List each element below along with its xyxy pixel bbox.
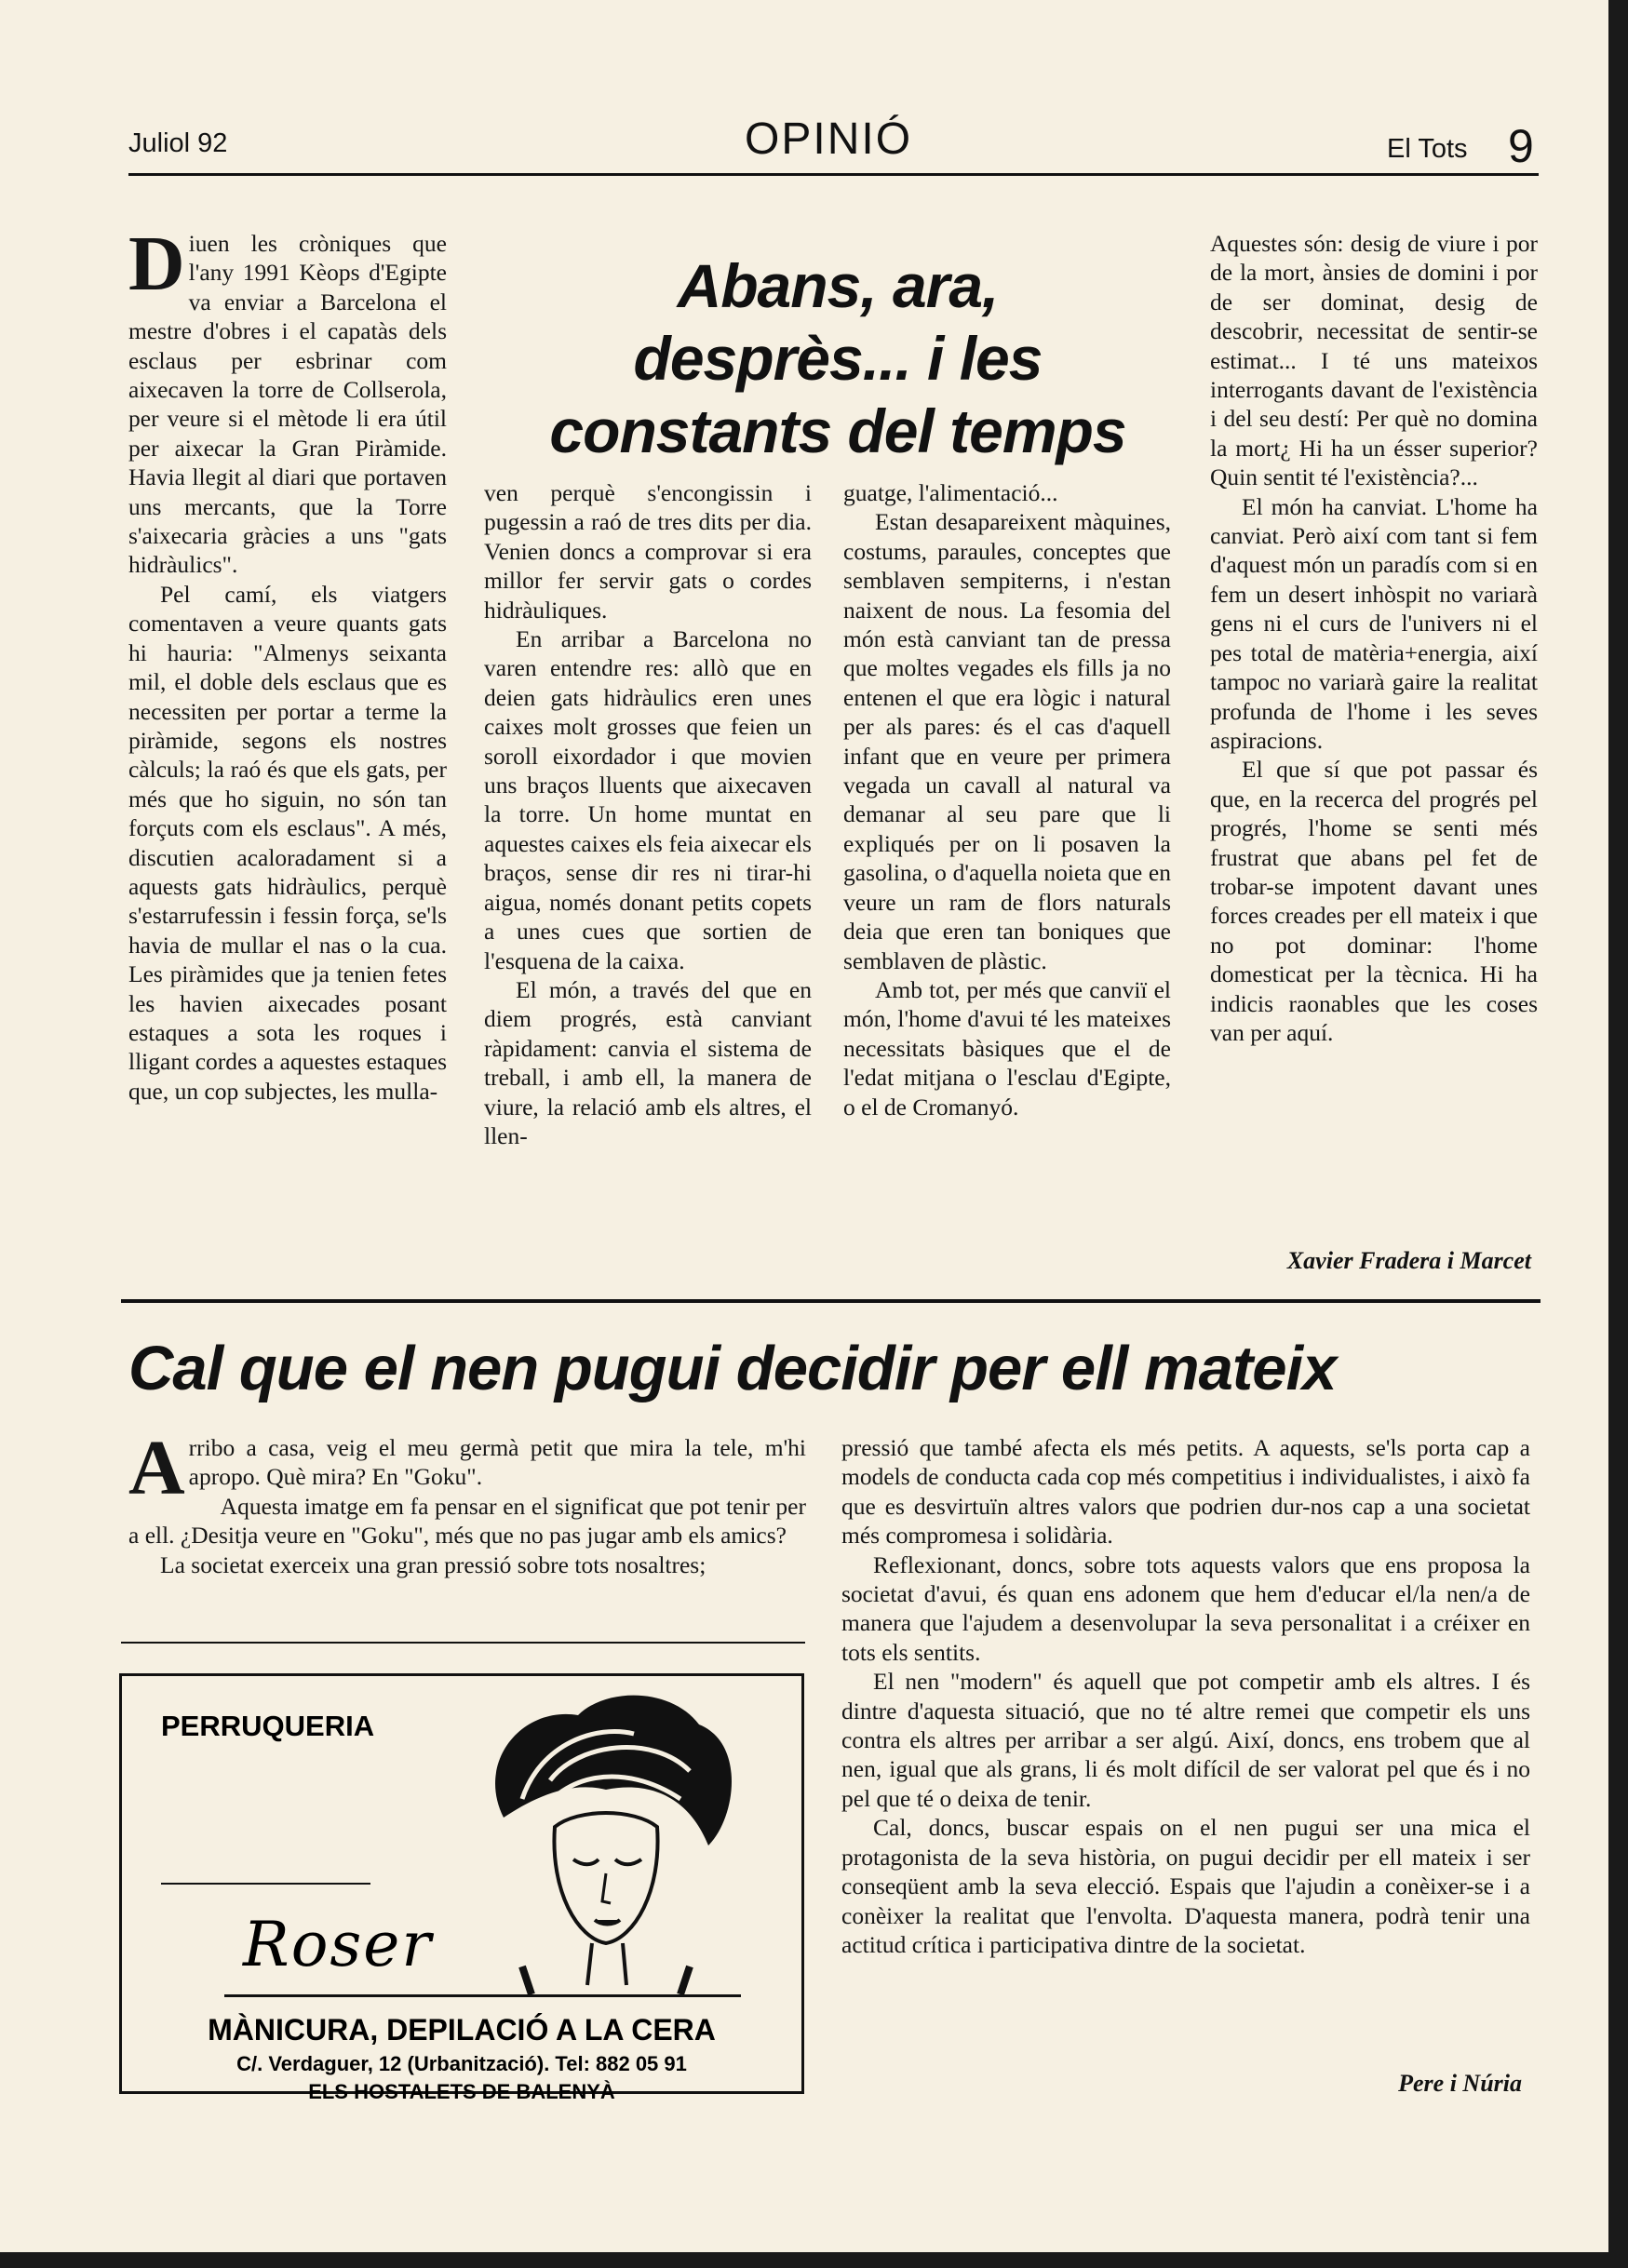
paragraph: En arribar a Barcelona no varen entendre res: allò que en deien gats hidràulics eren unes caixes molt grosses que feien un soroll eixordador i que movien uns braços lluents que aixecaven la torre. Un home muntat en aquestes caixes els feia aixecar els braços, sense dir res ni tirar-hi aigua, només donant petits copets a unes cues que sortien de l'esquena de la caixa. (484, 625, 812, 974)
ad-heading: PERRUQUERIA (161, 1710, 375, 1742)
section-title: OPINIÓ (745, 114, 913, 164)
hairdresser-advertisement (119, 1673, 804, 2103)
paragraph: Diuen les cròniques que l'any 1991 Kèops d'Egipte va enviar a Barcelona el mestre d'obres i el capatàs dels esclaus per esbrinar com aixecaven la torre de Collserola, per veure si el mètode li era útil per aixecar la Gran Piràmide. Havia llegit al diari que portaven uns mercants, que la Torre s'aixecaria gràcies a uns "gats hidràulics". (128, 221, 447, 579)
paragraph: Amb tot, per més que canviï el món, l'home d'avui té les mateixes necessitats bàsiques que el de l'edat mitjana o l'esclau d'Egipte, o el de Cromanyó. (843, 975, 1171, 1121)
paragraph: Arribo a casa, veig el meu germà petit que mira la tele, m'hi apropo. Què mira? En "Goku". (128, 1425, 806, 1511)
article2-signature: Pere i Núria (1398, 2070, 1522, 2097)
header-rule (128, 173, 1539, 176)
ad-brand-rule (224, 1994, 741, 1997)
paragraph: Estan desapareixent màquines, costums, paraules, conceptes que semblaven sempiterns, i n'estan naixent de nous. La fesomia del món està canviant tan de pressa que moltes vegades els fills ja no entenen el que era lògic i natural per als pares: és el cas d'aquell infant que en veure per primera vegada un cavall al natural va demanar al seu pare que li expliqués per on li posaven la gasolina, o d'aquella noieta que en veure un ram de flors naturals deia que eren tan boniques que semblaven de plàstic. (843, 508, 1171, 974)
issue-date: Juliol 92 (128, 128, 228, 158)
paragraph: guatge, l'alimentació... (843, 479, 1058, 506)
ad-services: MÀNICURA, DEPILACIÓ A LA CERA (208, 2013, 716, 2047)
drop-cap: D (128, 221, 185, 307)
paragraph: El món ha canviat. L'home ha canviat. Però així com tant si fem d'aquest món un paradís com si en fem un desert inhòspit no variarà gens ni el curs de l'univers ni el pes total de matèria+energia, així tampoc no variarà gaire la realitat profunda de l'home i les seves aspiracions. (1210, 492, 1538, 754)
ad-rule (161, 1883, 370, 1885)
ad-top-rule (121, 1642, 805, 1644)
paragraph: pressió que també afecta els més petits. A aquests, se'ls porta cap a models de conducta cada cop més competitius i individualistes, i això fa que es desvirtuïn altres valors que podrien dur-nos cap a una societat més compromesa i solidària. (841, 1434, 1530, 1550)
page-number: 9 (1508, 120, 1534, 172)
publication-name: El Tots (1387, 134, 1468, 164)
article1-column-3 (843, 478, 1171, 1121)
paragraph: Aquesta imatge em fa pensar en el significat que pot tenir per a ell. ¿Desitja veure en "Goku", més que no pas jugar amb els amics? (128, 1492, 806, 1550)
paragraph: Reflexionant, doncs, sobre tots aquests valors que ens proposa la societat d'avui, és quan ens adonem que hem d'educar el/la nen/a de manera que l'ajudem a desenvolupar la seva personalitat i a créixer en tots els sentits. (841, 1550, 1530, 1666)
article2-title: Cal que el nen pugui decidir per ell mateix (128, 1334, 1337, 1403)
ad-town: ELS HOSTALETS DE BALENYÀ (308, 2080, 615, 2103)
article1-column-1 (128, 221, 447, 1106)
paragraph: La societat exerceix una gran pressió sobre tots nosaltres; (160, 1550, 706, 1578)
article1-title-line: Abans, ara, (677, 251, 999, 320)
article1-title-line: constants del temps (549, 396, 1126, 465)
article1-column-4 (1210, 229, 1538, 1047)
paragraph: El que sí que pot passar és que, en la recerca del progrés pel progrés, l'home se senti més frustrat que abans pel fet de trobar-se impotent davant unes forces creades per ell mateix i que no pot dominar: l'home domesticat per la tècnica. Hi ha indicis raonables que les coses van per aquí. (1210, 756, 1538, 1046)
paragraph: Pel camí, els viatgers comentaven a veure quants gats hi hauria: "Almenys seixanta mil, el doble dels esclaus que es necessiten per portar a terme la piràmide, segons els nostres càlculs; la raó és que els gats, per més que ho siguin, no són tan forçuts com els esclaus". A més, discutien acaloradament si a aquests gats hidràulics, perquè s'estarrufessin i fessin força, se'ls havia de mullar el nas o la cua. Les piràmides que ja tenien fetes les havien aixecades posant estaques a sota les roques i lligant cordes a aquestes estaques que, un cop subjectes, les mulla- (128, 580, 447, 1105)
article1-column-2 (484, 478, 812, 1150)
ad-address: C/. Verdaguer, 12 (Urbanització). Tel: 882 05 91 (236, 2052, 687, 2075)
article2-column-1 (128, 1425, 806, 1579)
ad-brand: Roser (243, 1909, 433, 1980)
article1-title (484, 249, 1191, 467)
paragraph: El nen "modern" és aquell que pot competir amb els altres. I és dintre d'aquesta situació, que no té altre remei que competir els uns contra els altres per arribar a ser algú. Així, doncs, ens trobem que al nen, igual que als grans, li és molt difícil de ser valorat pel que és i no pel que té o deixa de tenir. (841, 1668, 1530, 1812)
drop-cap: A (128, 1425, 185, 1511)
woman-illustration (466, 1687, 746, 2004)
paragraph: Cal, doncs, buscar espais on el nen pugui ser una mica el protagonista de la seva història, on pugui decidir per ell mateix i ser conseqüent amb la seva elecció. Espais que l'ajudin a conèixer-se i a conèixer la realitat que l'envolta. D'aquesta manera, podrà tenir una actitud crítica i participativa dintre de la societat. (841, 1814, 1530, 1958)
article1-signature: Xavier Fradera i Marcet (1286, 1247, 1531, 1274)
paragraph: ven perquè s'encongissin i pugessin a raó de tres dits per dia. Venien doncs a comprovar si era millor fer servir gats o cordes hidràuliques. (484, 479, 812, 624)
paragraph: Aquestes són: desig de viure i por de la mort, ànsies de domini i por de ser dominat, desig de descobrir, necessitat de sentir-se estimat... I té uns mateixos interrogants davant de l'existència i del seu destí: Per què no domina la mort¿ Hi ha un ésser superior? Quin sentit té l'existència?... (1210, 230, 1538, 491)
article1-title-line: desprès... i les (633, 324, 1043, 393)
article-divider (121, 1299, 1541, 1303)
paragraph: El món, a través del que en diem progrés, està canviant ràpidament: canvia el sistema de treball, i amb ell, la manera de viure, la relació amb els altres, el llen- (484, 975, 812, 1149)
article2-column-2 (841, 1433, 1530, 1959)
